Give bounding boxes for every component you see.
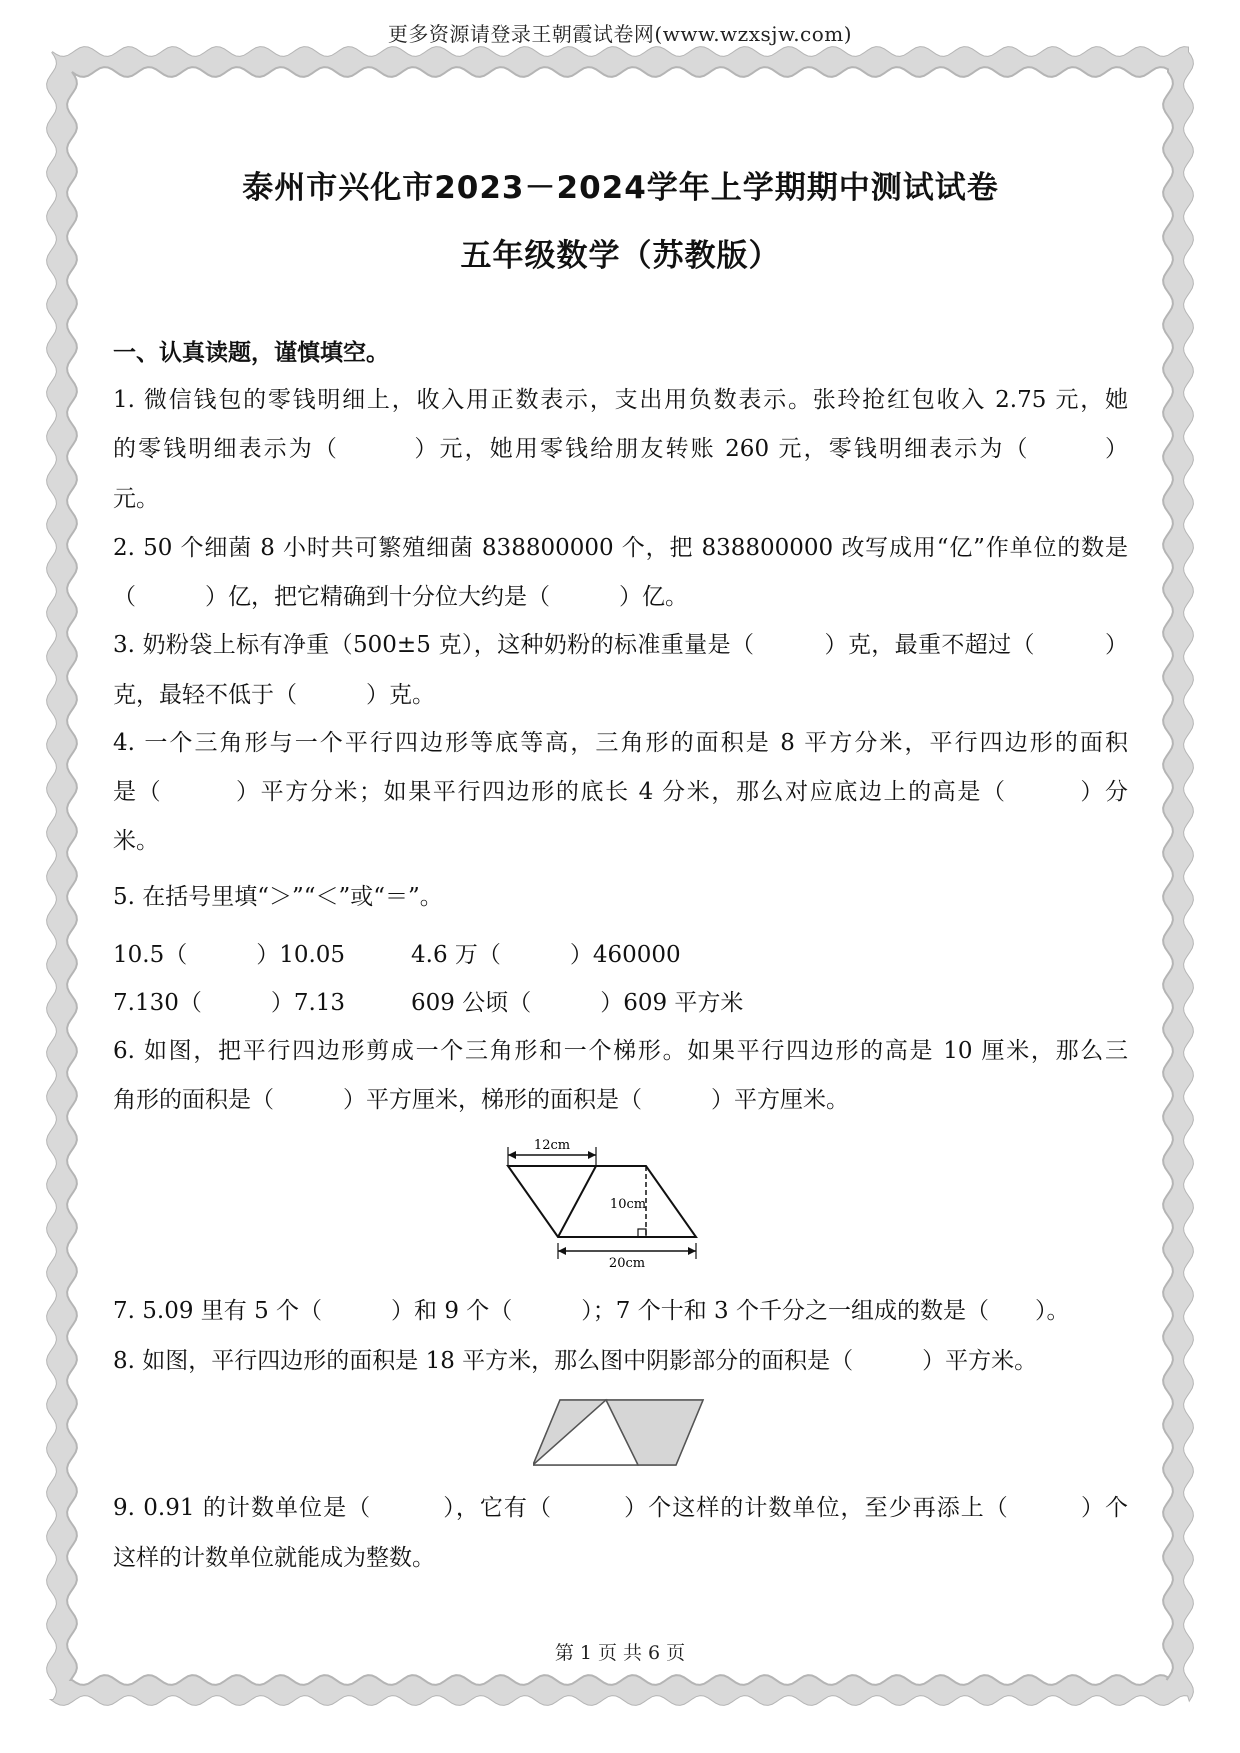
question-4-line-2: 是（ ）平方分米；如果平行四边形的底长 4 分米，那么对应底边上的高是（ ）分 bbox=[113, 779, 1128, 805]
page-footer: 第 1 页 共 6 页 bbox=[554, 1642, 686, 1664]
bottom-length-label: 20cm bbox=[608, 1256, 646, 1271]
right-angle-mark bbox=[638, 1229, 646, 1237]
cut-line bbox=[558, 1166, 596, 1237]
question-6-line-1: 6. 如图，把平行四边形剪成一个三角形和一个梯形。如果平行四边形的高是 10 厘米，那么三 bbox=[113, 1038, 1128, 1064]
question-6-line-2: 角形的面积是（ ）平方厘米，梯形的面积是（ ）平方厘米。 bbox=[113, 1087, 849, 1113]
arrow-left-icon bbox=[558, 1247, 566, 1255]
parallelogram-cut-figure bbox=[503, 1133, 733, 1273]
question-1-line-2: 的零钱明细表示为（ ）元，她用零钱给朋友转账 260 元，零钱明细表示为（ ） bbox=[113, 436, 1128, 462]
question-9-line-2: 这样的计数单位就能成为整数。 bbox=[113, 1545, 435, 1571]
arrow-left-icon bbox=[508, 1151, 516, 1159]
question-2-line-1: 2. 50 个细菌 8 小时共可繁殖细菌 838800000 个，把 838800000 改写成用“亿”作单位的数是 bbox=[113, 535, 1128, 561]
site-header: 更多资源请登录王朝霞试卷网(www.wzxsjw.com) bbox=[387, 22, 853, 46]
question-4-line-1: 4. 一个三角形与一个平行四边形等底等高，三角形的面积是 8 平方分米，平行四边形的面积 bbox=[113, 730, 1128, 756]
exam-title: 泰州市兴化市2023－2024学年上学期期中测试试卷 bbox=[242, 170, 999, 206]
compare-item-2: 4.6 万（ ）460000 bbox=[411, 942, 681, 968]
top-length-label: 12cm bbox=[533, 1138, 571, 1153]
exam-subtitle: 五年级数学（苏教版） bbox=[460, 238, 781, 274]
question-4-line-3: 米。 bbox=[113, 828, 159, 854]
shaded-parallelogram-figure bbox=[533, 1395, 713, 1470]
section-heading: 一、认真读题，谨慎填空。 bbox=[113, 340, 389, 366]
question-1-line-3: 元。 bbox=[113, 486, 159, 512]
height-label: 10cm bbox=[609, 1197, 647, 1212]
question-7-line-1: 7. 5.09 里有 5 个（ ）和 9 个（ ）；7 个十和 3 个千分之一组成的数是（ ）。 bbox=[113, 1298, 1070, 1324]
compare-item-1: 10.5（ ）10.05 bbox=[113, 942, 346, 968]
question-9-line-1: 9. 0.91 的计数单位是（ ），它有（ ）个这样的计数单位，至少再添上（ ）个 bbox=[113, 1495, 1128, 1521]
arrow-right-icon bbox=[688, 1247, 696, 1255]
question-3-line-1: 3. 奶粉袋上标有净重（500±5 克），这种奶粉的标准重量是（ ）克，最重不超过（ ） bbox=[113, 632, 1128, 658]
question-2-line-2: （ ）亿，把它精确到十分位大约是（ ）亿。 bbox=[113, 584, 688, 610]
question-1-line-1: 1. 微信钱包的零钱明细上，收入用正数表示，支出用负数表示。张玲抢红包收入 2.75 元，她 bbox=[113, 387, 1128, 413]
question-3-line-2: 克，最轻不低于（ ）克。 bbox=[113, 682, 435, 708]
question-5-line-1: 5. 在括号里填“＞”“＜”或“＝”。 bbox=[113, 884, 443, 910]
compare-item-4: 609 公顷（ ）609 平方米 bbox=[411, 990, 744, 1016]
question-8-line-1: 8. 如图，平行四边形的面积是 18 平方米，那么图中阴影部分的面积是（ ）平方米。 bbox=[113, 1348, 1038, 1374]
parallelogram-shape bbox=[508, 1166, 696, 1237]
compare-item-3: 7.130（ ）7.13 bbox=[113, 990, 346, 1016]
arrow-right-icon bbox=[588, 1151, 596, 1159]
